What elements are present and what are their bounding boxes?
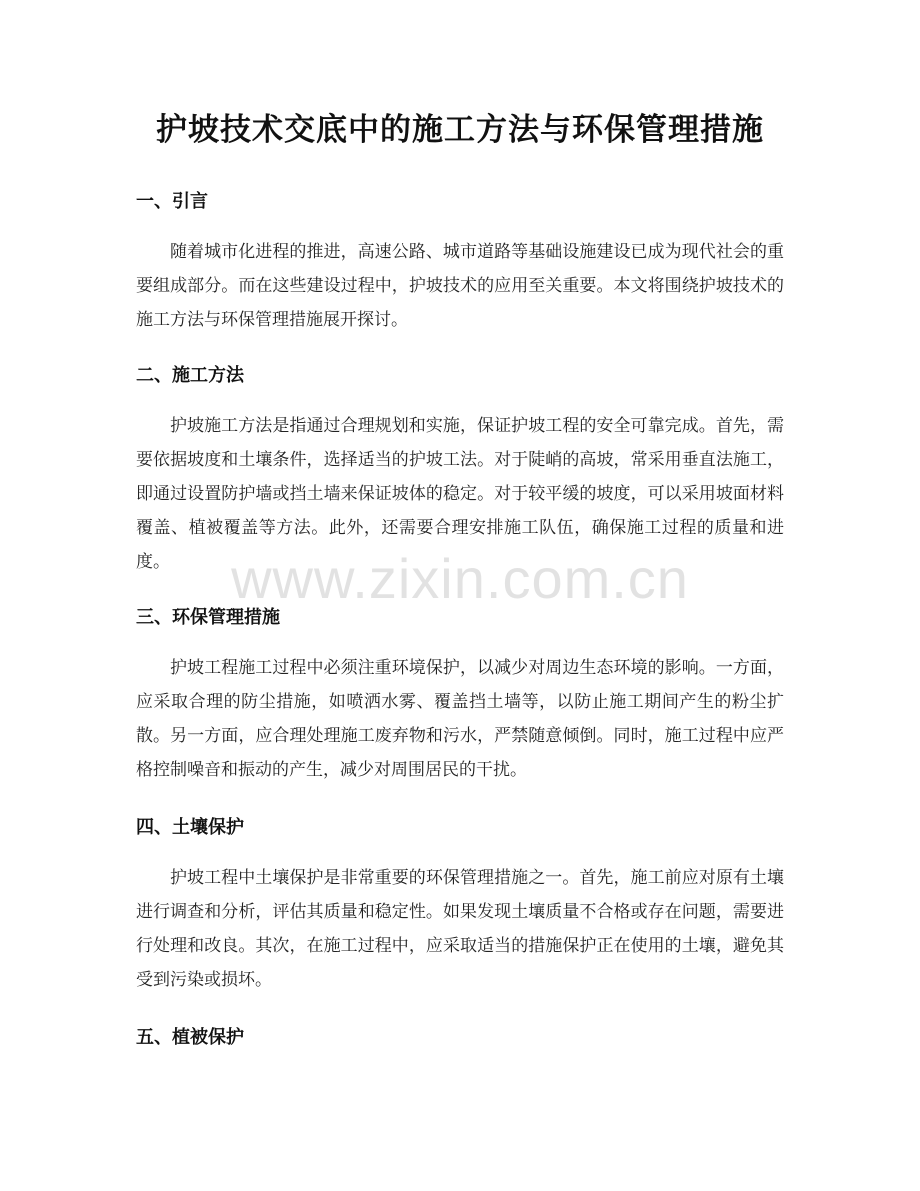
document-title: 护坡技术交底中的施工方法与环保管理措施 <box>156 112 764 148</box>
section-heading-soil-protection: 四、土壤保护 <box>136 817 244 838</box>
section-heading-environmental-management: 三、环保管理措施 <box>136 607 280 628</box>
section-body-environmental-management: 护坡工程施工过程中必须注重环境保护，以减少对周边生态环境的影响。一方面，应采取合理的防尘措施，如喷洒水雾、覆盖挡土墙等，以防止施工期间产生的粉尘扩散。另一方面，应合理处理施工废弃物和污水，严禁随意倾倒。同时，施工过程中应严格控制噪音和振动的产生，减少对周围居民的干扰。 <box>136 658 784 780</box>
section-heading-introduction: 一、引言 <box>136 191 208 212</box>
section-heading-construction-method: 二、施工方法 <box>136 365 244 386</box>
section-body-construction-method: 护坡施工方法是指通过合理规划和实施，保证护坡工程的安全可靠完成。首先，需要依据坡度和土壤条件，选择适当的护坡工法。对于陡峭的高坡，常采用垂直法施工，即通过设置防护墙或挡土墙来保证坡体的稳定。对于较平缓的坡度，可以采用坡面材料覆盖、植被覆盖等方法。此外，还需要合理安排施工队伍，确保施工过程的质量和进度。 <box>136 416 784 572</box>
section-heading-vegetation-protection: 五、植被保护 <box>136 1027 244 1048</box>
section-body-soil-protection: 护坡工程中土壤保护是非常重要的环保管理措施之一。首先，施工前应对原有土壤进行调查和分析，评估其质量和稳定性。如果发现土壤质量不合格或存在问题，需要进行处理和改良。其次，在施工过程中，应采取适当的措施保护正在使用的土壤，避免其受到污染或损坏。 <box>136 868 784 990</box>
section-body-introduction: 随着城市化进程的推进，高速公路、城市道路等基础设施建设已成为现代社会的重要组成部分。而在这些建设过程中，护坡技术的应用至关重要。本文将围绕护坡技术的施工方法与环保管理措施展开探讨。 <box>136 242 784 330</box>
watermark: www.zixin.com.cn <box>231 547 689 610</box>
